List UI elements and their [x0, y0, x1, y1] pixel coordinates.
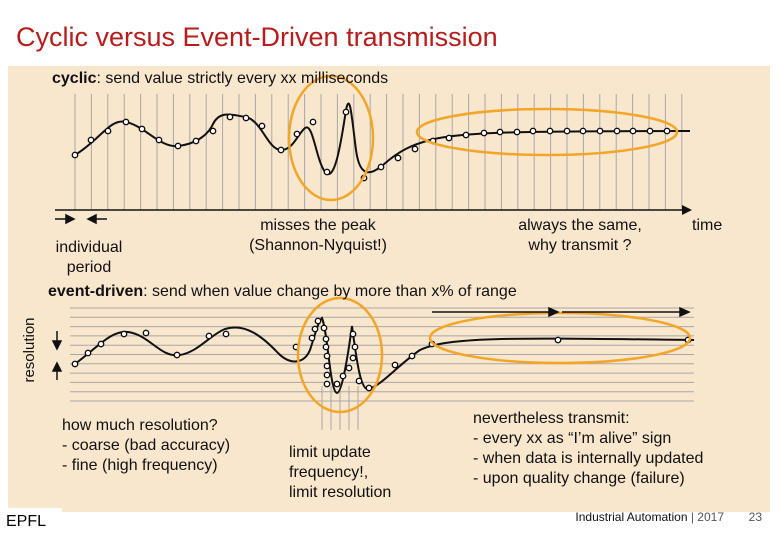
event-sample-point — [340, 373, 345, 378]
slide-title: Cyclic versus Event-Driven transmission — [16, 22, 498, 52]
event-driven-heading: event-driven: send when value change by more than x% of range — [48, 283, 517, 300]
event-sample-point — [324, 363, 329, 368]
always-same-label: always the same, why transmit ? — [518, 217, 642, 254]
cyclic-sample-point — [497, 129, 502, 134]
event-sample-point — [352, 344, 357, 349]
cyclic-sample-point — [412, 146, 417, 151]
event-sample-point — [366, 385, 371, 390]
cyclic-sample-point — [105, 128, 110, 133]
cyclic-sample-point — [580, 128, 585, 133]
page-number: 23 — [748, 510, 762, 524]
cyclic-sample-point — [175, 143, 180, 148]
individual-period-label: individual period — [55, 239, 123, 276]
cyclic-sample-point — [324, 169, 329, 174]
footer-course: Industrial Automation | 2017 — [575, 510, 724, 524]
cyclic-sample-point — [278, 147, 283, 152]
time-label: time — [692, 217, 723, 234]
period-arrow — [55, 215, 107, 223]
event-sample-point — [121, 331, 126, 336]
event-sample-point — [98, 341, 103, 346]
event-sample-point — [223, 331, 228, 336]
event-signal-curve — [75, 318, 694, 393]
cyclic-sample-point — [446, 135, 451, 140]
cyclic-sample-point — [72, 152, 77, 157]
cyclic-sample-point — [664, 128, 669, 133]
cyclic-sample-point — [547, 128, 552, 133]
cyclic-sample-point — [463, 132, 468, 137]
nevertheless-label: nevertheless transmit: - every xx as “I’m alive” sign - when data is internally updated - upon quality change (failure) — [473, 410, 704, 487]
event-sample-point — [143, 330, 148, 335]
event-sample-point — [323, 336, 328, 341]
cyclic-sample-point — [378, 164, 383, 169]
cyclic-sample-point — [310, 119, 315, 124]
cyclic-sample-point — [481, 130, 486, 135]
event-sample-point — [392, 362, 397, 367]
resolution-arrows — [53, 331, 61, 380]
cyclic-sample-point — [243, 115, 248, 120]
cyclic-sample-point — [139, 126, 144, 131]
cyclic-signal-curve — [75, 104, 690, 175]
cyclic-sample-point — [210, 128, 215, 133]
event-sample-point — [555, 337, 560, 342]
cyclic-heading: cyclic: send value strictly every xx milliseconds — [52, 70, 389, 87]
cyclic-sample-point — [156, 137, 161, 142]
event-sample-point — [315, 318, 320, 323]
cyclic-sample-point — [88, 137, 93, 142]
cyclic-sample-point — [614, 128, 619, 133]
event-sample-point — [350, 331, 355, 336]
cyclic-sample-point — [647, 128, 652, 133]
cyclic-sample-point — [259, 123, 264, 128]
event-sample-point — [174, 352, 179, 357]
cyclic-sample-point — [193, 138, 198, 143]
time-arrowhead — [682, 205, 692, 215]
resolution-label: resolution — [21, 317, 38, 383]
epfl-logo — [4, 508, 62, 534]
event-sample-point — [356, 378, 361, 383]
cyclic-sample-point — [530, 128, 535, 133]
event-sample-point — [312, 326, 317, 331]
cyclic-sample-point — [395, 155, 400, 160]
event-sample-point — [321, 325, 326, 330]
event-sample-point — [350, 355, 355, 360]
limit-update-label: limit update frequency!, limit resolution — [289, 444, 392, 501]
misses-peak-label: misses the peak (Shannon-Nyquist!) — [249, 217, 387, 254]
cyclic-sample-point — [227, 114, 232, 119]
cyclic-sample-point — [630, 128, 635, 133]
event-sample-point — [409, 353, 414, 358]
event-sample-point — [72, 361, 77, 366]
event-sample-point — [324, 372, 329, 377]
cyclic-sample-point — [597, 128, 602, 133]
event-sample-point — [324, 381, 329, 386]
cyclic-sample-point — [514, 129, 519, 134]
event-sample-point — [346, 365, 351, 370]
peak-ellipse-top — [289, 76, 373, 200]
event-sample-point — [85, 350, 90, 355]
event-sample-point — [324, 353, 329, 358]
event-sample-point — [323, 344, 328, 349]
cyclic-sample-point — [564, 128, 569, 133]
event-sample-point — [334, 381, 339, 386]
epfl-logo-text: EPFL — [6, 513, 47, 530]
event-sample-point — [206, 333, 211, 338]
resolution-question-label: how much resolution? - coarse (bad accuracy) - fine (high frequency) — [62, 417, 231, 474]
event-sample-point — [309, 335, 314, 340]
cyclic-sample-point — [294, 131, 299, 136]
cyclic-sample-point — [123, 119, 128, 124]
cyclic-sample-point — [343, 109, 348, 114]
